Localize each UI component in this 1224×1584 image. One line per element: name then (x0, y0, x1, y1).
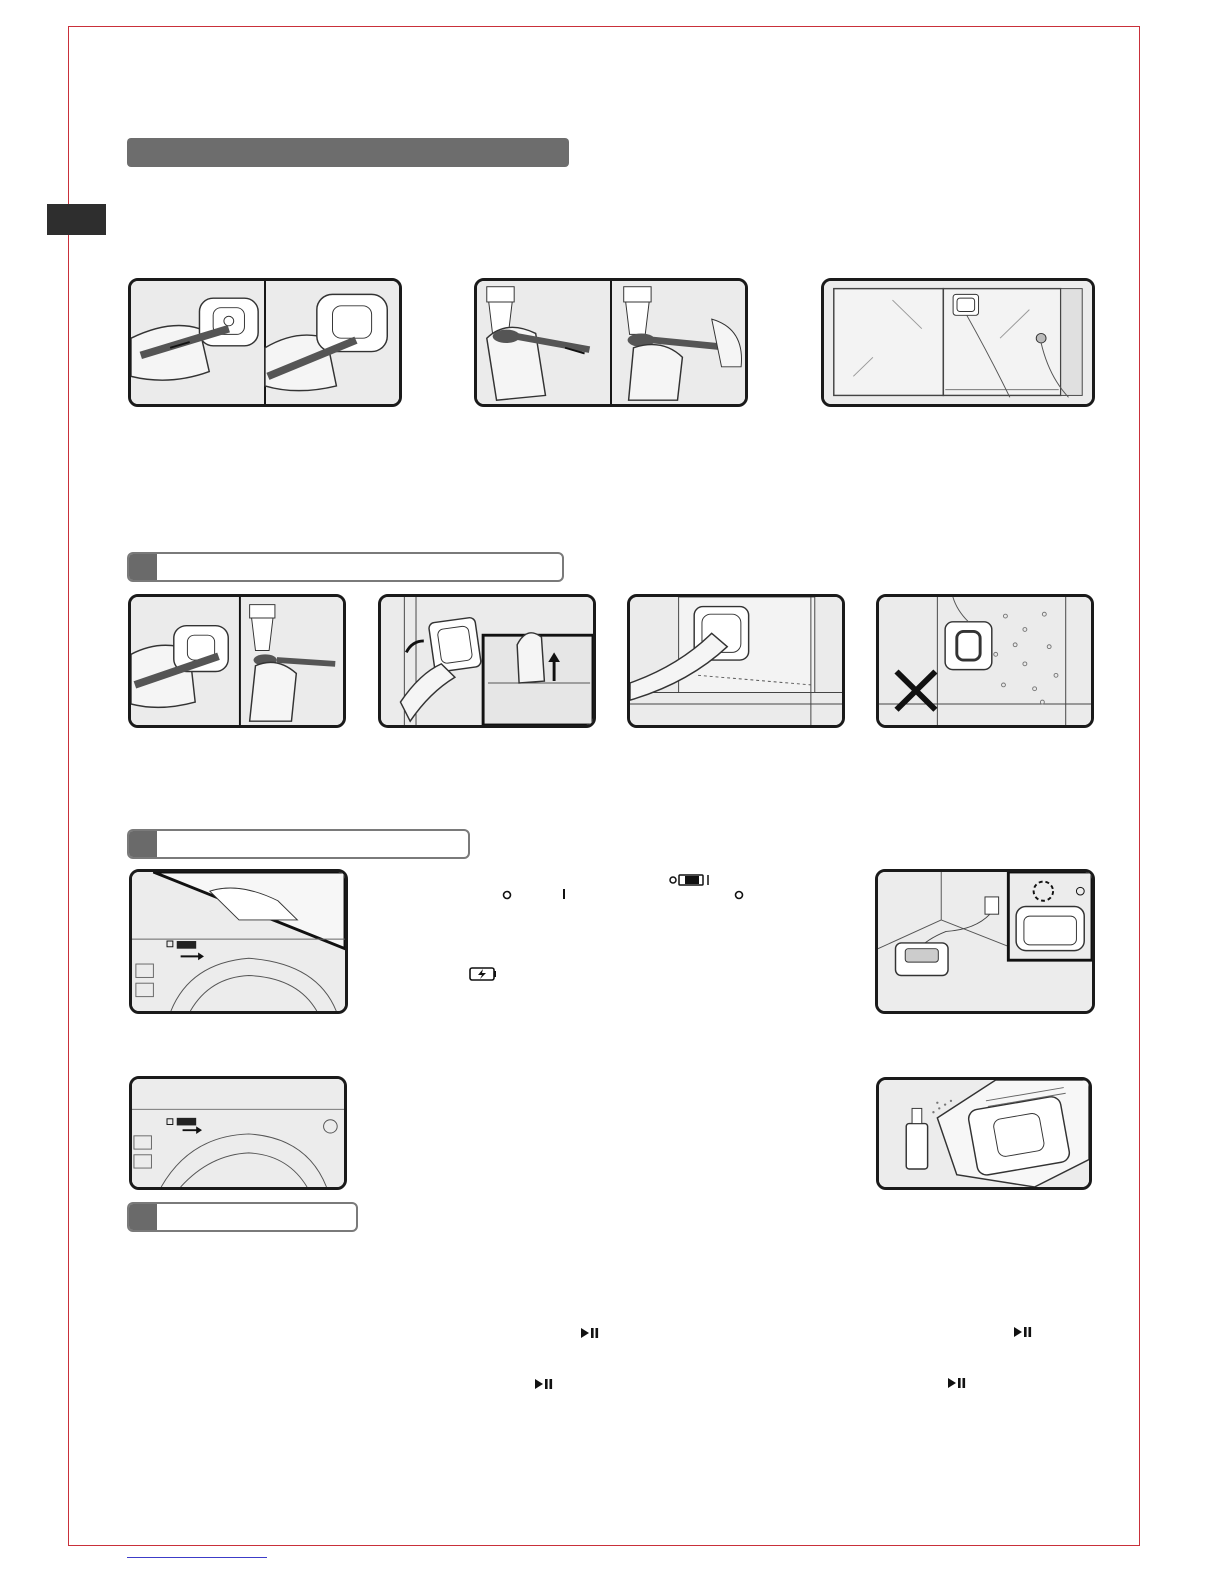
page-border (68, 26, 1140, 1546)
power-switch-icon (669, 873, 711, 889)
illustration-power-switch-off (129, 1076, 347, 1190)
play-pause-icon (534, 1377, 554, 1393)
section-number-1 (129, 554, 157, 580)
page-title-bar (127, 138, 569, 167)
illustration-pad-attach (128, 278, 402, 407)
illustration-spray-pad (876, 1077, 1092, 1190)
play-pause-icon (1013, 1325, 1033, 1341)
section-header-1 (127, 552, 564, 582)
language-tab (47, 204, 106, 235)
off-circle-icon (734, 887, 744, 903)
section-header-3 (127, 1202, 358, 1232)
illustration-robot-on-glass (627, 594, 845, 728)
illustration-robot-power-button (378, 594, 596, 728)
illustration-safety-rope (474, 278, 748, 407)
play-pause-icon (947, 1376, 967, 1392)
illustration-power-switch-on (129, 869, 348, 1014)
section-number-2 (129, 831, 157, 857)
footer-link-underline (127, 1557, 267, 1558)
section-header-2 (127, 829, 470, 859)
off-circle-icon (502, 887, 512, 903)
illustration-wrong-wet-glass (876, 594, 1094, 728)
on-line-icon (561, 887, 567, 903)
section-number-3 (129, 1204, 157, 1230)
battery-charging-icon (469, 967, 497, 984)
illustration-charging-dock (875, 869, 1095, 1014)
play-pause-icon (580, 1326, 600, 1342)
illustration-window-robot (821, 278, 1095, 407)
illustration-pad-and-rope (128, 594, 346, 728)
